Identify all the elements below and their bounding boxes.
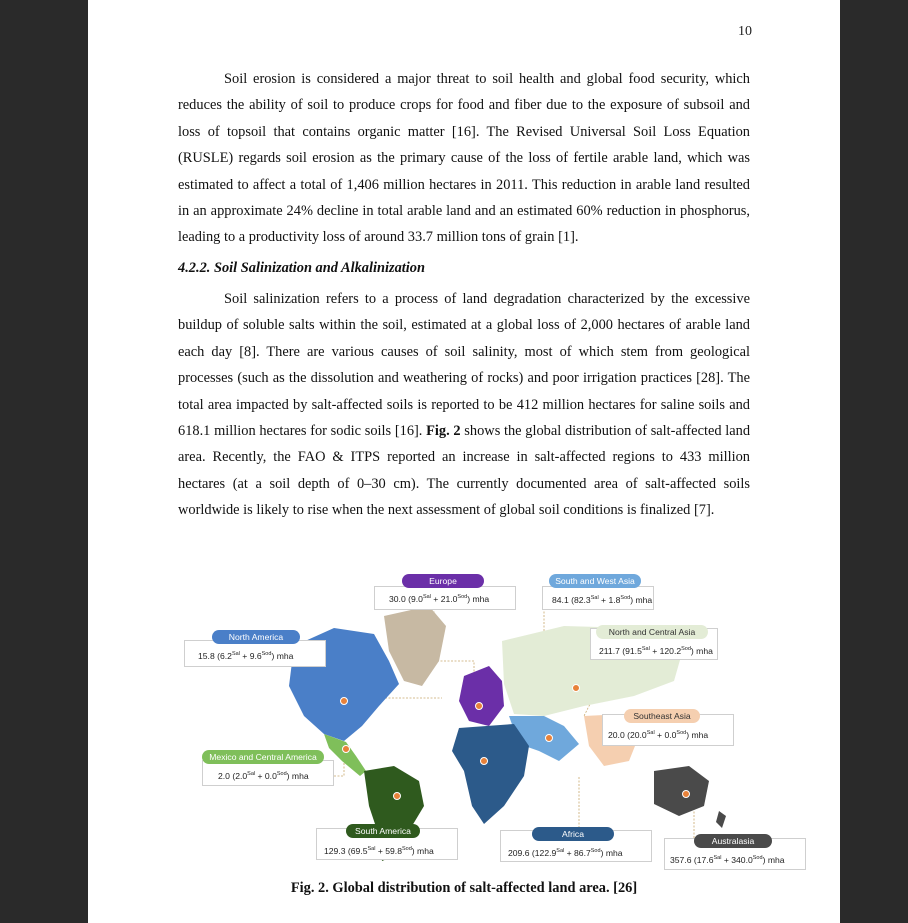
europe-shape — [459, 666, 504, 726]
region-value-mexico-central-america: 2.0 $(2.0^{Sal} + 0.0^{Sod})$ mha — [218, 771, 309, 781]
region-value-north-central-asia: 211.7 $(91.5^{Sal} + 120.2^{Sod})$ mha — [599, 646, 713, 656]
paragraph-text-a: Soil salinization refers to a process of land degradation characterized by the excessive buildup of soluble salts within the soil, estimated at a global loss of 2,000 hectares of arable land each day [8]. There are various causes of soil salinity, most of which stem from geological processes (such as the dissolution and weathering of rocks) and poor irrigation practices [28]. The total area impacted by salt-affected soils is reported to be 412 million hectares for saline soils and 618.1 million hectares for sodic soils [16]. — [178, 291, 750, 440]
region-name-southeast-asia: Southeast Asia — [624, 709, 700, 723]
region-name-north-america: North America — [212, 630, 300, 644]
document-page — [88, 0, 840, 923]
region-value-north-america: 15.8 $(6.2^{Sal} + 9.6^{Sod})$ mha — [198, 651, 294, 661]
region-name-south-west-asia: South and West Asia — [549, 574, 641, 588]
figure-reference: Fig. 2 — [426, 423, 461, 440]
paragraph-text: Soil erosion is considered a major threat to soil health and global food security, which reduces the ability of soil to produce crops for food and fiber due to the exposure of subsoil and loss of topsoil that contains organic matter [16]. The Revised Universal Soil Loss Equation (RUSLE) regards soil erosion as the primary cause of the loss of fertile arable land, which was estimated to affect a total of 1,406 million hectares in 2011. This reduction in arable land resulted in an approximate 24% decline in total arable land and an estimated 60% reduction in phosphorus, leading to a productivity loss of around 33.7 million tons of grain [1]. — [178, 71, 750, 246]
region-value-africa: 209.6 $(122.9^{Sal} + 86.7^{Sod})$ mha — [508, 848, 623, 858]
region-name-south-america: South America — [346, 824, 420, 838]
region-name-australasia: Australasia — [694, 834, 772, 848]
region-value-southeast-asia: 20.0 $(20.0^{Sal} + 0.0^{Sod})$ mha — [608, 730, 709, 740]
region-value-south-america: 129.3 $(69.5^{Sal} + 59.8^{Sod})$ mha — [324, 846, 434, 856]
figure-world-map — [184, 566, 785, 871]
region-name-mexico-central-america: Mexico and Central America — [202, 750, 324, 764]
africa-shape — [452, 724, 529, 824]
new-zealand-shape — [716, 811, 726, 828]
region-value-south-west-asia: 84.1 $(82.3^{Sal} + 1.8^{Sod})$ mha — [552, 595, 653, 605]
paragraph-soil-erosion — [178, 66, 750, 251]
section-heading: 4.2.2. Soil Salinization and Alkalinization — [178, 260, 425, 276]
region-name-europe: Europe — [402, 574, 484, 588]
region-name-africa: Africa — [532, 827, 614, 841]
australasia-shape — [654, 766, 709, 816]
figure-caption: Fig. 2. Global distribution of salt-affected land area. [26] — [290, 880, 638, 896]
paragraph-salinization — [178, 286, 750, 524]
page-number: 10 — [738, 24, 752, 39]
paragraph-text-b: shows the global distribution of salt-affected land area. Recently, the FAO & ITPS reported an increase in salt-affected regions to 433 million hectares (at a soil depth of 0–30 cm). The currently documented area of salt-affected soils worldwide is likely to rise when the next assessment of global soil conditions is finalized [7]. — [178, 423, 751, 519]
region-name-north-central-asia: North and Central Asia — [596, 625, 708, 639]
region-value-australasia: 357.6 $(17.6^{Sal} + 340.0^{Sod})$ mha — [670, 855, 785, 865]
region-value-europe: 30.0 $(9.0^{Sal} + 21.0^{Sod})$ mha — [389, 594, 490, 604]
